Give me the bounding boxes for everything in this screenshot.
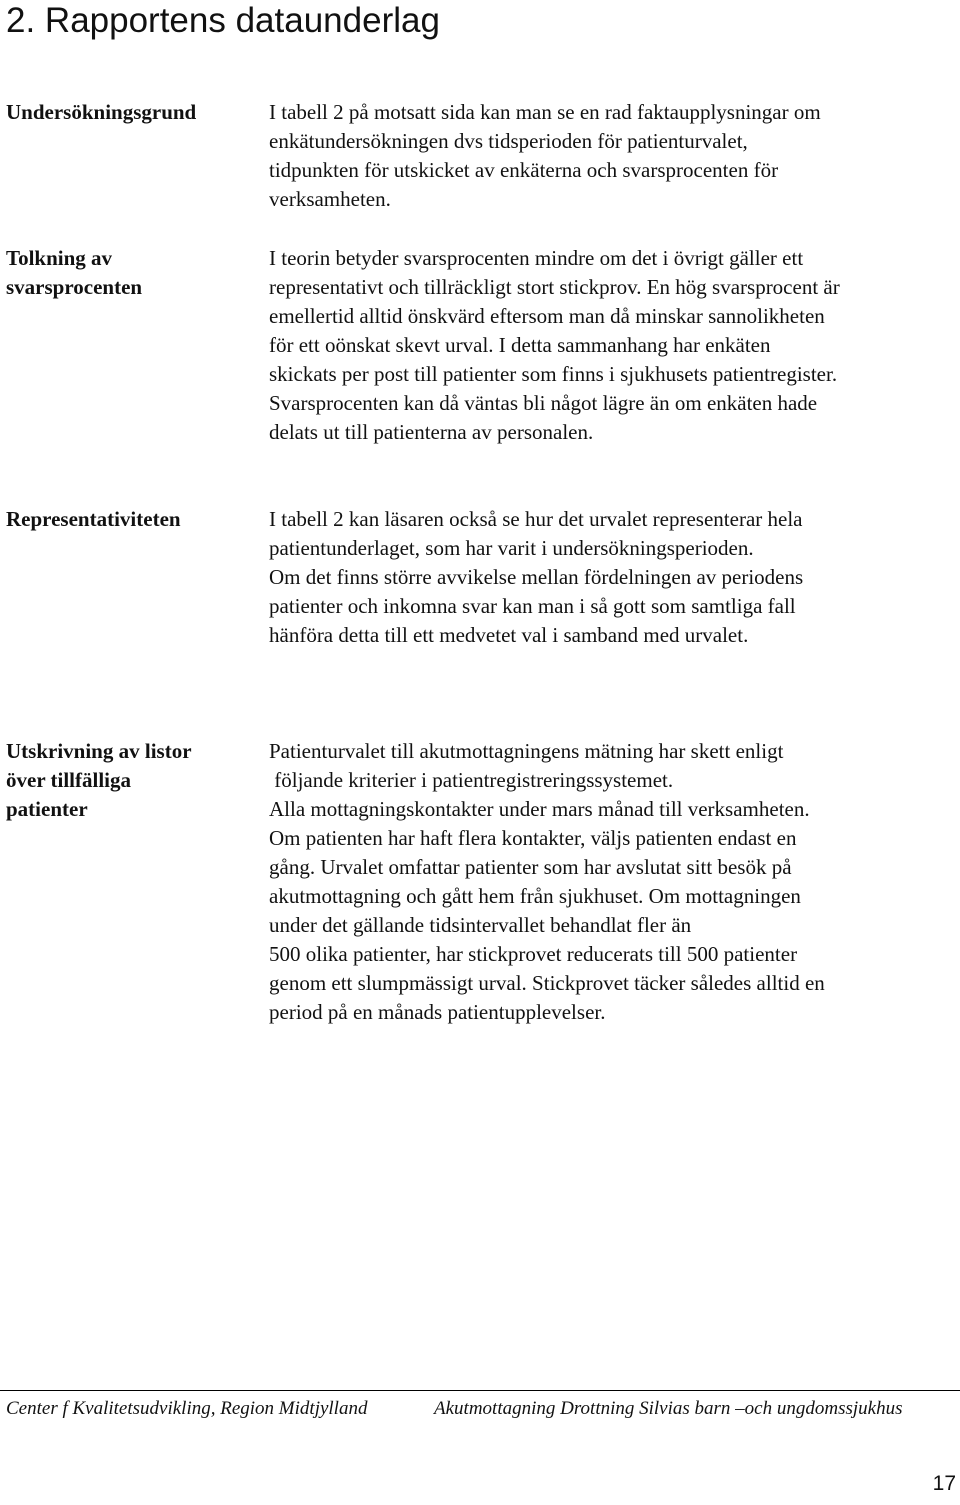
section-paragraph — [269, 98, 959, 214]
text-line: hänföra detta till ett medvetet val i samband med urvalet. — [269, 623, 749, 647]
footer-unit: Akutmottagning Drottning Silvias barn –och ungdomssjukhus — [434, 1398, 903, 1419]
text-line: Om det finns större avvikelse mellan fördelningen av periodens — [269, 565, 804, 589]
section-label-line: Undersökningsgrund — [6, 100, 197, 124]
section-label-utskrivning — [6, 737, 251, 824]
section-label-line: över tillfälliga — [6, 768, 132, 792]
section-label-undersokningsgrund — [6, 98, 251, 127]
text-line: tidpunkten för utskicket av enkäterna och svarsprocenten för — [269, 158, 779, 182]
section-label-line: svarsprocenten — [6, 275, 143, 299]
text-line: patienter och inkomna svar kan man i så gott som samtliga fall — [269, 594, 796, 618]
text-line: I tabell 2 kan läsaren också se hur det urvalet representerar hela — [269, 507, 803, 531]
text-line: patientunderlaget, som har varit i undersökningsperioden. — [269, 536, 754, 560]
page-title: 2. Rapportens dataunderlag — [6, 1, 440, 40]
text-line: representativt och tillräckligt stort stickprov. En hög svarsprocent är — [269, 275, 840, 299]
section-paragraph — [269, 737, 959, 1027]
text-line: för ett oönskat skevt urval. I detta sammanhang har enkäten — [269, 333, 771, 357]
text-line: Patienturvalet till akutmottagningens mätning har skett enligt — [269, 739, 784, 763]
footer-organization: Center f Kvalitetsudvikling, Region Midtjylland — [6, 1398, 368, 1419]
section-label-line: Utskrivning av listor — [6, 739, 192, 763]
text-line: I tabell 2 på motsatt sida kan man se en rad faktaupplysningar om — [269, 100, 821, 124]
text-line: genom ett slumpmässigt urval. Stickprovet täcker således alltid en — [269, 971, 825, 995]
text-line: I teorin betyder svarsprocenten mindre om det i övrigt gäller ett — [269, 246, 804, 270]
section-label-tolkning — [6, 244, 251, 302]
text-line: Alla mottagningskontakter under mars månad till verksamheten. — [269, 797, 810, 821]
text-line: skickats per post till patienter som finns i sjukhusets patientregister. — [269, 362, 838, 386]
page-number: 17 — [932, 1472, 956, 1495]
section-label-line: Tolkning av — [6, 246, 113, 270]
section-label-line: Representativiteten — [6, 507, 181, 531]
section-paragraph — [269, 244, 959, 447]
section-paragraph — [269, 505, 959, 650]
text-line: verksamheten. — [269, 187, 391, 211]
section-label-representativiteten — [6, 505, 251, 534]
text-line: enkätundersökningen dvs tidsperioden för patienturvalet, — [269, 129, 748, 153]
text-line: gång. Urvalet omfattar patienter som har avslutat sitt besök på — [269, 855, 792, 879]
text-line: period på en månads patientupplevelser. — [269, 1000, 606, 1024]
text-line: akutmottagning och gått hem från sjukhuset. Om mottagningen — [269, 884, 801, 908]
footer-divider — [0, 1390, 960, 1391]
text-line: 500 olika patienter, har stickprovet reducerats till 500 patienter — [269, 942, 798, 966]
section-label-line: patienter — [6, 797, 88, 821]
text-line: under det gällande tidsintervallet behandlat fler än — [269, 913, 692, 937]
text-line: Svarsprocenten kan då väntas bli något lägre än om enkäten hade — [269, 391, 818, 415]
text-line: delats ut till patienterna av personalen. — [269, 420, 594, 444]
text-line: Om patienten har haft flera kontakter, väljs patienten endast en — [269, 826, 797, 850]
text-line: följande kriterier i patientregistreringssystemet. — [269, 768, 674, 792]
text-line: emellertid alltid önskvärd eftersom man då minskar sannolikheten — [269, 304, 825, 328]
